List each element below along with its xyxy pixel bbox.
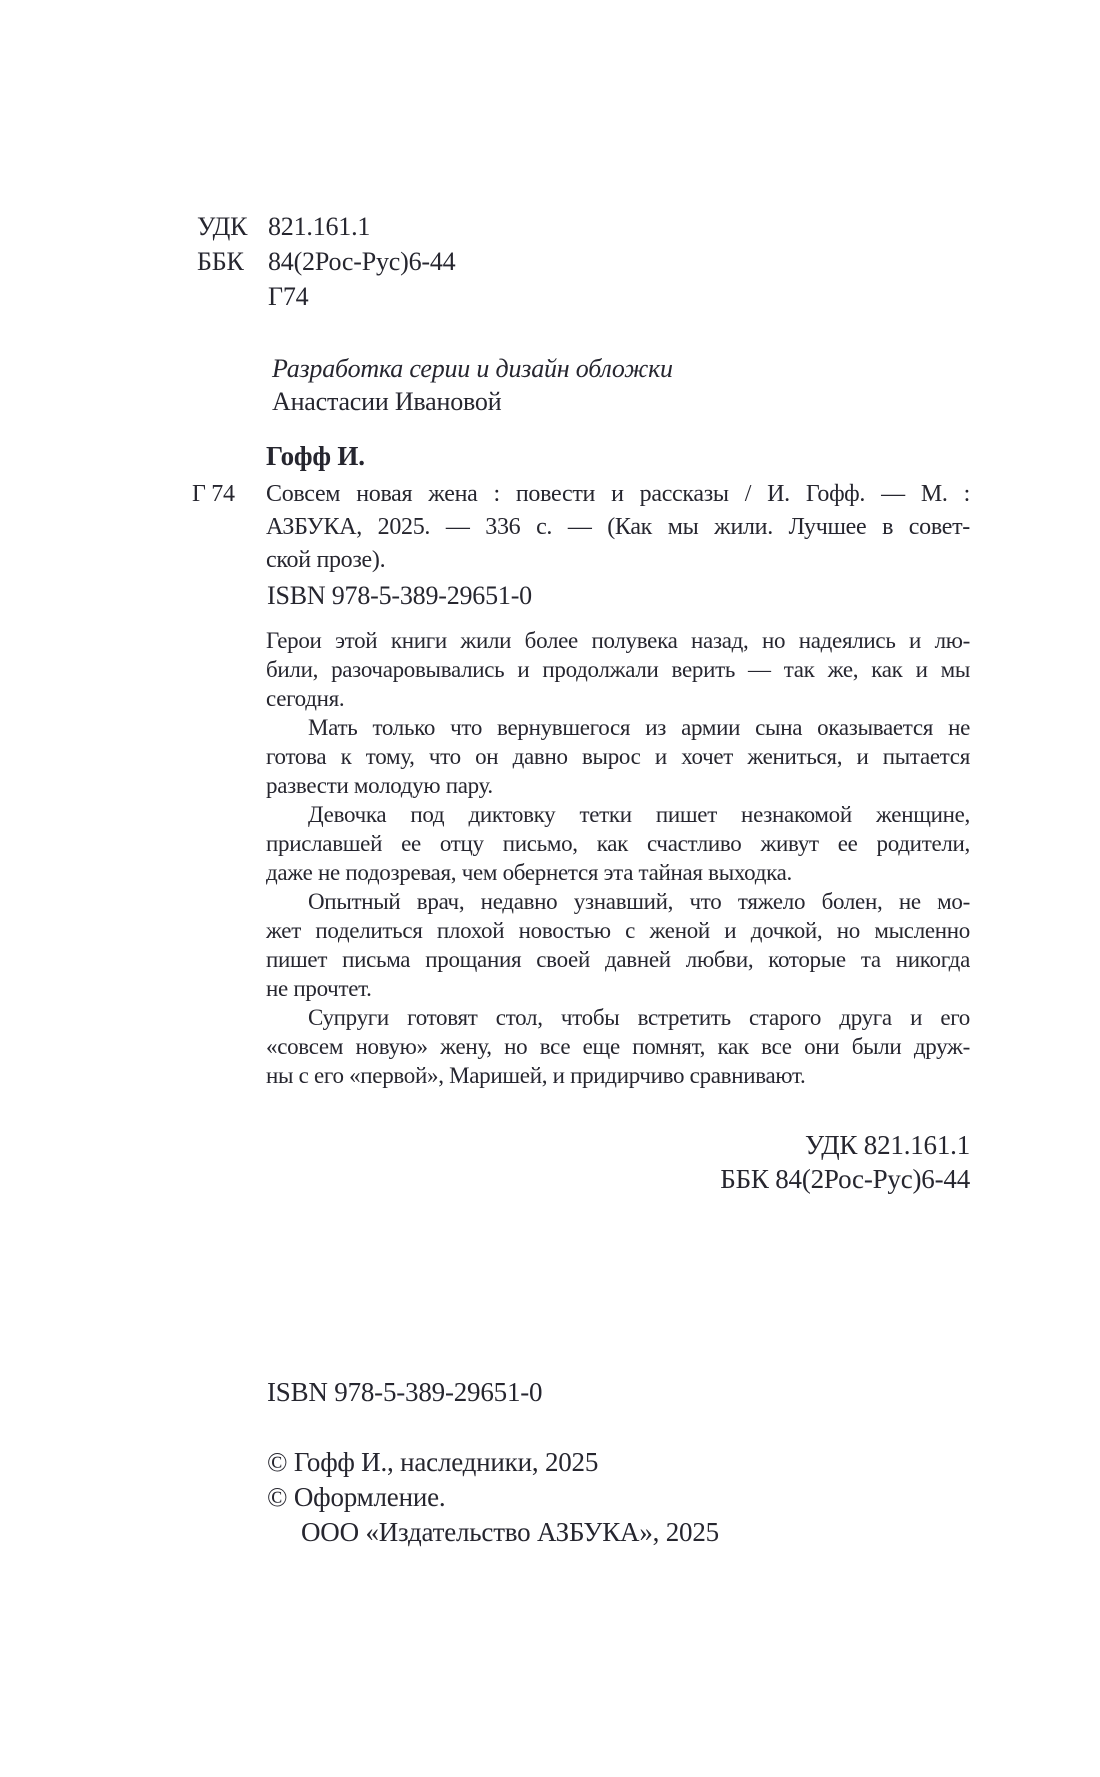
copyright-line: © Оформление. (267, 1482, 446, 1512)
author-heading: Гофф И. (266, 441, 365, 471)
annotation-line: готова к тому, что он давно вырос и хочет жениться, и пытается (266, 744, 970, 769)
code-row (197, 209, 455, 244)
design-credit-role: Разработка серии и дизайн обложки (272, 354, 673, 383)
catalog-entry-text (266, 478, 970, 577)
annotation-line: Супруги готовят стол, чтобы встретить старого друга и его (308, 1005, 970, 1030)
code-value: Г74 (268, 282, 309, 311)
annotation-line: «совсем новую» жену, но все еще помнят, как все они были друж- (266, 1034, 970, 1059)
udk-code-bottom: УДК 821.161.1 (805, 1130, 970, 1160)
annotation-line: приславшей ее отцу письмо, как счастливо живут ее родители, (266, 831, 970, 856)
code-label (197, 279, 268, 314)
code-row (197, 279, 455, 314)
annotation-line: сегодня. (266, 686, 345, 711)
annotation-line: развести молодую пару. (266, 773, 493, 798)
code-label: УДК (197, 212, 248, 241)
copyright-line: © Гофф И., наследники, 2025 (267, 1447, 599, 1477)
isbn-bottom: ISBN 978-5-389-29651-0 (267, 1377, 543, 1407)
annotation-block (266, 626, 970, 1090)
series-design-credits (272, 352, 673, 418)
catalog-line: АЗБУКА, 2025. — 336 с. — (Как мы жили. Лучшее в совет- (266, 514, 970, 540)
catalog-entry-code: Г 74 (192, 481, 235, 507)
top-classification-codes (197, 209, 455, 314)
bbk-code-bottom: ББК 84(2Рос-Рус)6-44 (720, 1164, 970, 1194)
design-credit-name: Анастасии Ивановой (272, 387, 502, 416)
bottom-classification-codes (266, 1128, 970, 1196)
annotation-line: Опытный врач, недавно узнавший, что тяжело болен, не мо- (308, 889, 970, 914)
annotation-line: пишет письма прощания своей давней любви, которые та никогда (266, 947, 970, 972)
annotation-line: не прочтет. (266, 976, 372, 1001)
annotation-line: ны с его «первой», Маришей, и придирчиво сравнивают. (266, 1063, 806, 1088)
code-value: 821.161.1 (268, 212, 371, 241)
isbn-catalog: ISBN 978-5-389-29651-0 (267, 581, 532, 610)
annotation-line: Герои этой книги жили более полувека назад, но надеялись и лю- (266, 628, 970, 653)
code-row (197, 244, 455, 279)
copyright-block (267, 1445, 719, 1550)
annotation-line: жет поделиться плохой новостью с женой и дочкой, но мысленно (266, 918, 970, 943)
code-value: 84(2Рос-Рус)6-44 (268, 247, 456, 276)
annotation-line: били, разочаровывались и продолжали верить — так же, как и мы (266, 657, 970, 682)
catalog-line: Совсем новая жена : повести и рассказы / И. Гофф. — М. : (266, 481, 970, 507)
catalog-line: ской прозе). (266, 547, 386, 573)
catalog-entry (192, 478, 970, 577)
annotation-line: Девочка под диктовку тетки пишет незнакомой женщине, (308, 802, 970, 827)
code-label: ББК (197, 247, 244, 276)
annotation-line: Мать только что вернувшегося из армии сына оказывается не (308, 715, 970, 740)
copyright-line: ООО «Издательство АЗБУКА», 2025 (301, 1517, 719, 1547)
annotation-line: даже не подозревая, чем обернется эта тайная выходка. (266, 860, 793, 885)
